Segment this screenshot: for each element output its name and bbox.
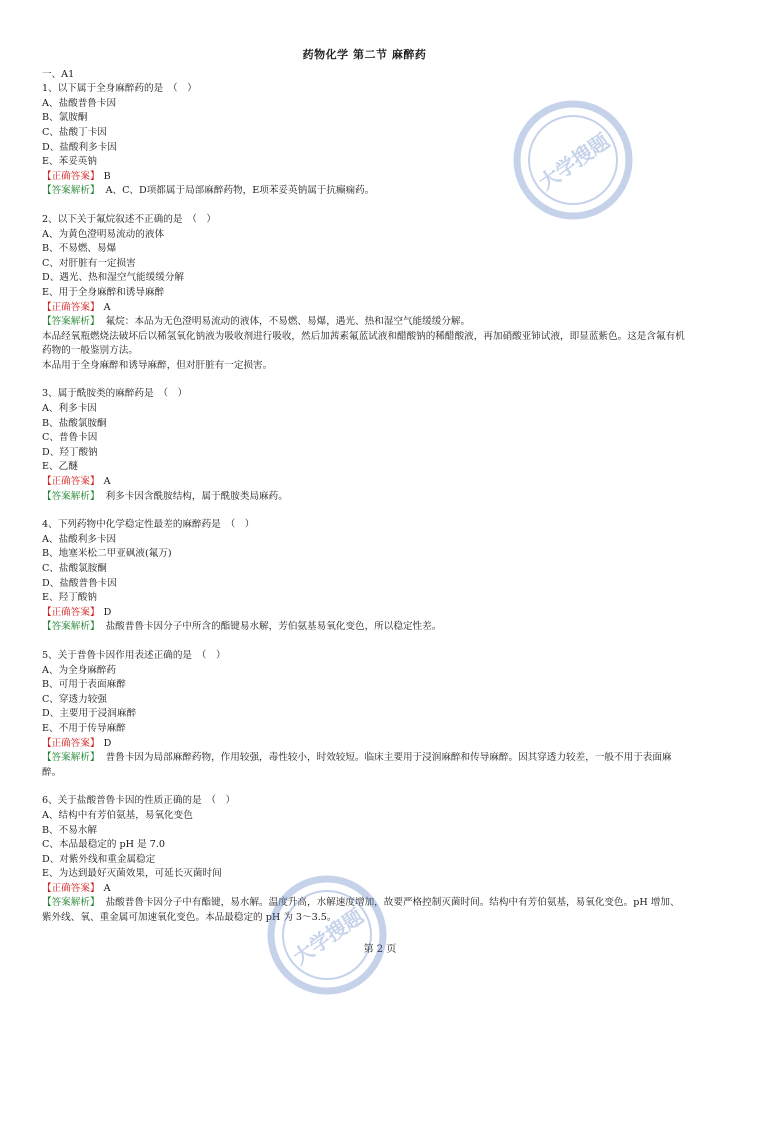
option-item: A、结构中有芳伯氨基，易氧化变色 (42, 809, 193, 821)
option-item: D、盐酸普鲁卡因 (42, 577, 117, 589)
option-item: B、可用于表面麻醉 (42, 679, 126, 691)
answer-value: B (103, 170, 111, 182)
answer-value: D (103, 606, 112, 618)
option-item: C、盐酸丁卡因 (42, 126, 107, 138)
question-stem: 6、关于盐酸普鲁卡因的性质正确的是 （ ） (42, 795, 236, 807)
option-item: D、主要用于浸润麻醉 (42, 708, 137, 720)
analysis-text (42, 315, 687, 330)
answer-tag: 【正确答案】 (42, 606, 100, 618)
option-item: C、穿透力较强 (42, 693, 107, 705)
answer-tag: 【正确答案】 (42, 737, 100, 749)
answer-line (42, 301, 687, 316)
option-item: D、盐酸利多卡因 (42, 141, 117, 153)
analysis-tag: 【答案解析】 (42, 752, 100, 764)
question-stem: 1、以下属于全身麻醉药的是 （ ） (42, 83, 197, 95)
analysis-text: 本品用于全身麻醉和诱导麻醉，但对肝脏有一定损害。 (42, 359, 273, 371)
analysis-body: 普鲁卡因为局部麻醉药物，作用较强，毒性较小，时效较短。临床主要用于浸润麻醉和传导麻醉。因其穿透力较差，一般不用于表面麻醉。 (42, 752, 672, 778)
option-item: D、遇光、热和湿空气能缓缓分解 (42, 272, 185, 284)
option-item: A、利多卡因 (42, 403, 97, 415)
answer-line (42, 737, 687, 752)
answer-tag: 【正确答案】 (42, 476, 100, 488)
option-item: C、盐酸氯胺酮 (42, 563, 107, 574)
option-item: B、盐酸氯胺酮 (42, 417, 107, 429)
watermark-seal-top (508, 95, 638, 225)
answer-tag: 【正确答案】 (42, 301, 100, 313)
option-item: C、普鲁卡因 (42, 432, 98, 444)
option-item: A、为全身麻醉药 (42, 664, 117, 676)
section-heading: 一、A1 (42, 68, 75, 80)
question-block (42, 649, 687, 780)
analysis-body: 氟烷：本品为无色澄明易流动的液体，不易燃、易爆，遇光、热和湿空气能缓缓分解。 (105, 316, 471, 328)
watermark-seal-bottom (262, 870, 392, 1000)
answer-value: A (103, 301, 111, 313)
svg-text:大学搜题: 大学搜题 (534, 128, 614, 195)
answer-line (42, 606, 687, 621)
question-stem: 5、关于普鲁卡因作用表述正确的是 （ ） (42, 649, 226, 661)
option-item: E、苯妥英钠 (42, 156, 97, 168)
question-stem: 4、下列药物中化学稳定性最差的麻醉药是 （ ） (42, 519, 255, 531)
option-item: A、盐酸普鲁卡因 (42, 97, 117, 109)
option-item: C、对肝脏有一定损害 (42, 257, 136, 269)
analysis-body: 盐酸普鲁卡因分子中所含的酯键易水解，芳伯氨基易氧化变色，所以稳定性差。 (105, 621, 442, 633)
answer-line (42, 475, 687, 490)
question-block (42, 518, 687, 635)
answer-tag: 【正确答案】 (42, 170, 100, 182)
option-item: A、为黄色澄明易流动的液体 (42, 228, 165, 240)
option-item: B、氯胺酮 (42, 112, 88, 124)
option-item: E、羟丁酸钠 (42, 592, 97, 604)
question-block (42, 387, 687, 504)
analysis-text (42, 751, 687, 780)
analysis-tag: 【答案解析】 (42, 316, 100, 328)
question-stem: 2、以下关于氟烷叙述不正确的是 （ ） (42, 213, 216, 225)
analysis-tag: 【答案解析】 (42, 621, 100, 633)
option-item: E、为达到最好灭菌效果，可延长灭菌时间 (42, 868, 222, 880)
analysis-tag: 【答案解析】 (42, 185, 100, 197)
analysis-text (42, 620, 687, 635)
option-item: A、盐酸利多卡因 (42, 533, 117, 545)
answer-value: A (103, 882, 111, 894)
analysis-tag: 【答案解析】 (42, 490, 100, 502)
option-item: E、用于全身麻醉和诱导麻醉 (42, 286, 165, 298)
analysis-text (42, 490, 687, 505)
analysis-body: 盐酸普鲁卡因分子中有酯键，易水解。温度升高，水解速度增加，故要严格控制灭菌时间。结构中有芳伯氨基，易氧化变色。pH 增加、紫外线、氧、重金属可加速氧化变色。本品最稳定的 pH 为 3～3.5。 (42, 897, 680, 924)
analysis-tag: 【答案解析】 (42, 897, 100, 909)
question-block (42, 213, 687, 374)
analysis-body: 利多卡因含酰胺结构，属于酰胺类局麻药。 (105, 490, 288, 502)
page-number: 第 2 页 (363, 944, 397, 955)
answer-value: A (103, 476, 111, 488)
option-item: E、乙醚 (42, 461, 78, 473)
page-title: 药物化学 第二节 麻醉药 (302, 48, 427, 61)
answer-value: D (103, 737, 112, 749)
option-item: B、不易燃、易爆 (42, 243, 117, 255)
option-item: B、不易水解 (42, 824, 98, 836)
analysis-body: A、C、D项都属于局部麻醉药物，E项苯妥英钠属于抗癫痫药。 (105, 185, 375, 197)
option-item: E、不用于传导麻醉 (42, 722, 126, 734)
question-stem: 3、属于酰胺类的麻醉药是 （ ） (42, 388, 188, 400)
option-item: D、羟丁酸钠 (42, 446, 98, 458)
option-item: C、本品最稳定的 pH 是 7.0 (42, 839, 166, 851)
answer-tag: 【正确答案】 (42, 882, 100, 894)
option-item: D、对紫外线和重金属稳定 (42, 853, 156, 865)
option-item: B、地塞米松二甲亚砜液(氟万) (42, 548, 172, 560)
analysis-text: 本品经氧瓶燃烧法破坏后以稀氢氧化钠液为吸收剂进行吸收，然后加茜素氟蓝试液和醋酸钠的稀醋酸液，再加硝酸亚铈试液，即显蓝紫色。这是含氟有机药物的一般鉴别方法。 (42, 330, 685, 357)
svg-text:大学搜题: 大学搜题 (288, 903, 368, 970)
